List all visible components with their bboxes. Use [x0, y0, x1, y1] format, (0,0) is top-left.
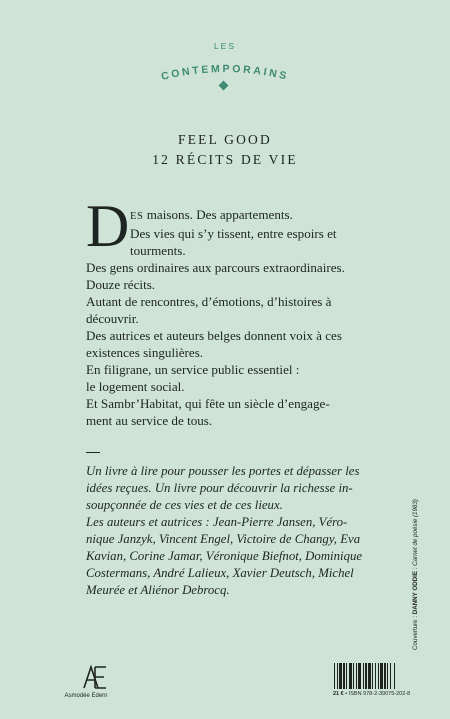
italic-line: idées reçues. Un livre pour découvrir la richesse in- — [86, 481, 353, 495]
barcode-bar — [363, 663, 364, 689]
italic-line: soupçonnée de ces vies et de ces lieux. — [86, 498, 283, 512]
barcode-bar — [334, 663, 335, 689]
blurb-line: ment au service de tous. — [86, 413, 213, 428]
italic-line: Costermans, André Lalieux, Xavier Deutsch, Michel — [86, 566, 354, 580]
italic-line: Meurée et Aliénor Debrocq. — [86, 583, 230, 597]
publisher-logo — [70, 663, 120, 695]
barcode-bar — [368, 663, 371, 689]
barcode-bar — [349, 663, 352, 689]
barcode-bar — [380, 663, 383, 689]
series-name: CONTEMPORAINS — [160, 62, 291, 83]
blurb-line: Des vies qui s’y tissent, entre espoirs et — [130, 226, 337, 241]
barcode-bar — [378, 663, 379, 689]
blurb-line: existences singulières. — [86, 345, 204, 360]
italic-line: Un livre à lire pour pousser les portes et dépasser les — [86, 464, 360, 478]
barcode-bar — [390, 663, 391, 689]
barcode-bar — [339, 663, 342, 689]
divider-rule — [86, 452, 100, 453]
barcode-bar — [384, 663, 386, 689]
first-word-smallcaps: ES — [130, 211, 144, 222]
barcode-bar — [353, 663, 354, 689]
blurb-line: En filigrane, un service public essentiel : — [86, 362, 300, 377]
isbn-text: • ISBN 978-2-39075-202-8 — [343, 691, 411, 697]
barcode-bar — [375, 663, 376, 689]
italic-line: Kavian, Corine Jamar, Véronique Biefnot, Dominique — [86, 549, 363, 563]
headline-title: FEEL GOOD — [178, 132, 272, 147]
blurb-first-line — [86, 206, 368, 225]
back-cover-blurb — [86, 206, 368, 429]
drop-cap: D — [86, 193, 130, 259]
barcode-bar — [365, 663, 367, 689]
blurb-line: Des autrices et auteurs belges donnent voix à ces — [86, 328, 342, 343]
credit-artist: DANNY ODDIE — [412, 571, 419, 615]
series-label-les: LES — [213, 41, 237, 51]
credit-work: : Carnet de poésie (1983) — [412, 499, 419, 572]
italic-line: Les auteurs et autrices : Jean-Pierre Jansen, Véro- — [86, 515, 348, 529]
barcode-bar — [372, 663, 373, 689]
first-line-text: maisons. Des appartements. — [143, 207, 293, 222]
barcode-bar — [356, 663, 357, 689]
blurb-line: Des gens ordinaires aux parcours extraordinaires. — [86, 260, 345, 275]
barcode-bar — [394, 663, 395, 689]
cover-credit — [412, 499, 419, 650]
blurb-line: tourments. — [130, 243, 186, 258]
blurb-line: Et Sambr’Habitat, qui fête un siècle d’engage- — [86, 396, 330, 411]
price-isbn — [333, 691, 410, 697]
barcode-bar — [337, 663, 338, 689]
headline-subtitle: 12 RÉCITS DE VIE — [152, 152, 298, 167]
blurb-line: découvrir. — [86, 311, 139, 326]
barcode-bar — [387, 663, 388, 689]
publisher-name: Asmodée Edern — [64, 693, 108, 699]
barcode-bar — [346, 663, 347, 689]
blurb-line: Douze récits. — [86, 277, 156, 292]
blurb-line: Autant de rencontres, d’émotions, d’histoires à — [86, 294, 332, 309]
barcode-bar — [358, 663, 361, 689]
publisher-mark-icon — [81, 663, 109, 691]
barcode-icon — [333, 663, 399, 689]
price-value: 21 € — [333, 691, 344, 697]
blurb-line: le logement social. — [86, 379, 185, 394]
italic-summary — [86, 463, 371, 599]
credit-label: Couverture : — [412, 614, 419, 650]
italic-line: nique Janzyk, Vincent Engel, Victoire de Changy, Eva — [86, 532, 361, 546]
barcode-bar — [343, 663, 345, 689]
